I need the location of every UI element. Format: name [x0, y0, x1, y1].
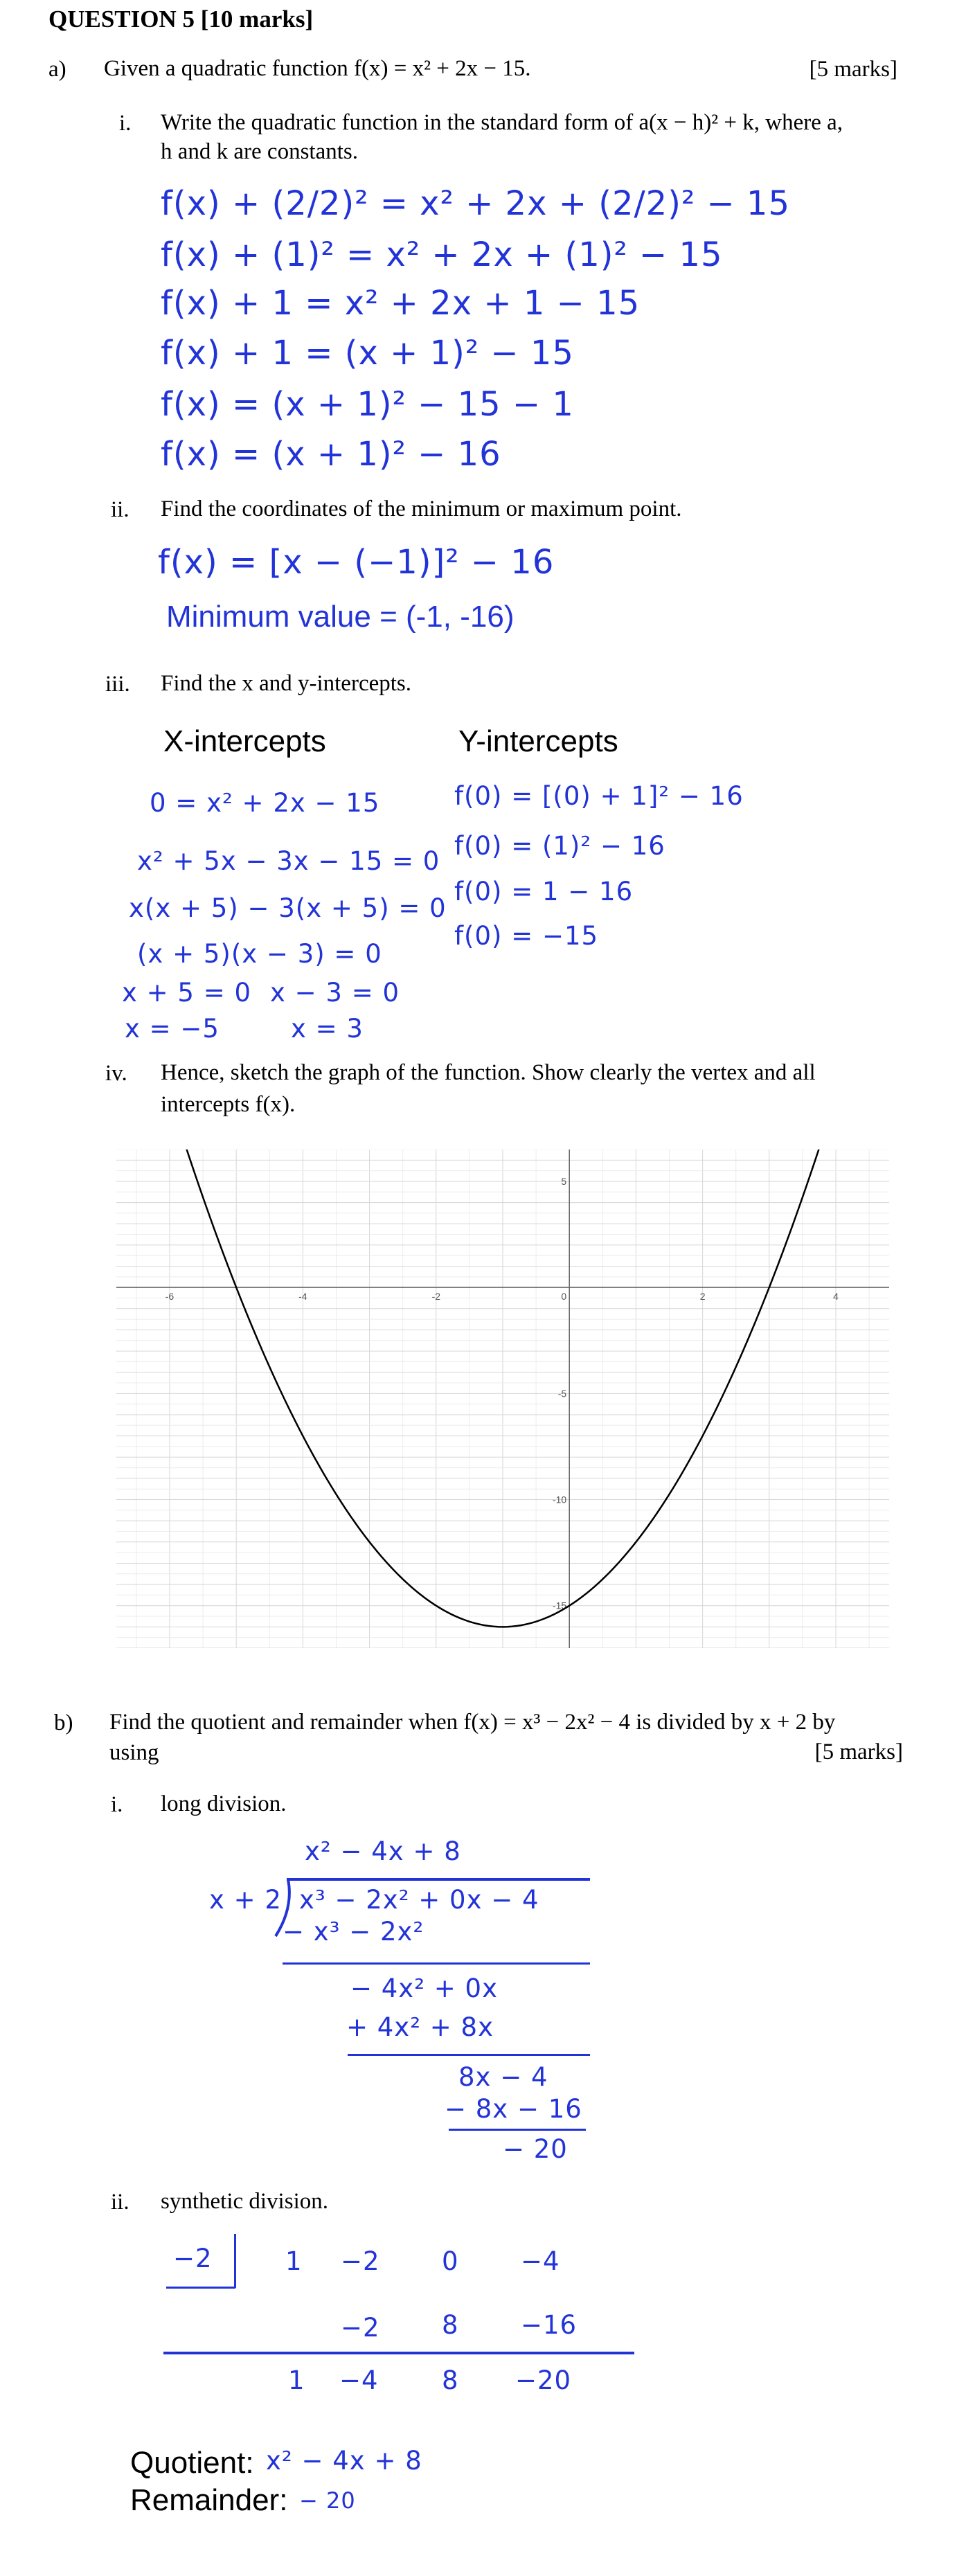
y-tick-label: -5	[557, 1388, 567, 1399]
long-division-remainder: − 20	[503, 2134, 568, 2164]
long-division-rule-2	[348, 2054, 590, 2056]
x-root-right-1: x − 3 = 0	[270, 978, 400, 1008]
y-intercepts-heading: Y-intercepts	[458, 724, 618, 758]
long-division-step-1: − x³ − 2x²	[283, 1917, 424, 1947]
parabola-graph	[116, 1150, 889, 1648]
question-title: QUESTION 5 [10 marks]	[48, 6, 314, 33]
part-a-ii-question: Find the coordinates of the minimum or maximum point.	[161, 497, 682, 521]
x-intercept-working-3: (x + 5)(x − 3) = 0	[137, 939, 382, 969]
long-division-bar	[287, 1878, 590, 1881]
synthetic-coef-4: −4	[521, 2246, 560, 2276]
synthetic-result-rule	[163, 2352, 634, 2354]
synthetic-mid-1: −2	[341, 2313, 380, 2343]
synthetic-coef-1: 1	[285, 2246, 303, 2276]
part-a-iii-label: iii.	[105, 672, 130, 697]
y-tick-label: -10	[552, 1494, 567, 1505]
long-division-step-5: − 8x − 16	[445, 2094, 582, 2124]
y-intercept-working-4: f(0) = −15	[454, 921, 599, 951]
long-division-divisor: x + 2	[209, 1885, 282, 1915]
part-b-i-label: i.	[111, 1792, 123, 1817]
working-a-ii: f(x) = [x − (−1)]² − 16	[158, 543, 555, 582]
x-tick-label: -2	[431, 1291, 441, 1303]
synthetic-mid-3: −16	[521, 2310, 578, 2340]
part-a-label: a)	[48, 57, 66, 82]
part-b-ii-question: synthetic division.	[161, 2189, 328, 2214]
part-a-question: Given a quadratic function f(x) = x² + 2x − 15.	[104, 56, 531, 81]
part-a-iii-question: Find the x and y-intercepts.	[161, 671, 412, 696]
y-tick-label: -15	[552, 1600, 567, 1611]
x-intercept-working-1: x² + 5x − 3x − 15 = 0	[137, 846, 440, 876]
working-a-i-line5: f(x) = (x + 1)² − 15 − 1	[161, 385, 574, 424]
long-division-rule-3	[449, 2129, 586, 2131]
quotient-value: x² − 4x + 8	[266, 2446, 422, 2476]
part-a-iv-question-line1: Hence, sketch the graph of the function. Show clearly the vertex and all	[161, 1060, 816, 1085]
minimum-point-answer: Minimum value = (-1, -16)	[166, 600, 515, 634]
long-division-quotient: x² − 4x + 8	[305, 1836, 461, 1866]
synthetic-divisor-bracket	[234, 2234, 236, 2288]
long-division-dividend: x³ − 2x² + 0x − 4	[299, 1885, 539, 1915]
part-b-label: b)	[54, 1710, 73, 1735]
x-intercept-equation: 0 = x² + 2x − 15	[150, 788, 380, 818]
y-intercept-working-3: f(0) = 1 − 16	[454, 877, 634, 906]
remainder-value: − 20	[299, 2487, 356, 2514]
long-division-rule-1	[283, 1962, 590, 1965]
part-a-iv-label: iv.	[105, 1061, 127, 1086]
part-a-iv-question-line2: intercepts f(x).	[161, 1092, 296, 1117]
remainder-label: Remainder:	[130, 2483, 288, 2517]
long-division-step-4: 8x − 4	[458, 2062, 548, 2092]
x-tick-label: 0	[561, 1291, 567, 1303]
part-a-i-question-line1: Write the quadratic function in the standard form of a(x − h)² + k, where a,	[161, 110, 843, 135]
x-tick-label: 2	[699, 1291, 706, 1303]
working-a-i-line1: f(x) + (2/2)² = x² + 2x + (2/2)² − 15	[161, 184, 790, 223]
synthetic-divisor-underline	[166, 2287, 235, 2289]
part-b-marks: [5 marks]	[814, 1739, 903, 1764]
x-root-right-2: x = 3	[291, 1014, 364, 1044]
quotient-label: Quotient:	[130, 2446, 254, 2480]
parabola-graph-svg	[116, 1150, 889, 1648]
y-intercept-working-2: f(0) = (1)² − 16	[454, 831, 665, 861]
synthetic-result-3: 8	[442, 2365, 459, 2395]
y-tick-label: 5	[561, 1175, 567, 1187]
part-b-question-line1: Find the quotient and remainder when f(x) = x³ − 2x² − 4 is divided by x + 2 by	[109, 1710, 836, 1735]
x-tick-label: -4	[298, 1291, 307, 1303]
y-intercept-working-1: f(0) = [(0) + 1]² − 16	[454, 781, 744, 811]
part-b-i-question: long division.	[161, 1791, 287, 1816]
part-b-question-line2: using	[109, 1740, 159, 1765]
synthetic-divisor: −2	[173, 2244, 213, 2273]
part-a-ii-label: ii.	[111, 497, 129, 522]
x-intercept-working-2: x(x + 5) − 3(x + 5) = 0	[129, 893, 447, 923]
part-a-marks: [5 marks]	[809, 57, 897, 82]
synthetic-result-4: −20	[515, 2365, 572, 2395]
part-a-i-question-line2: h and k are constants.	[161, 139, 358, 164]
x-root-left-2: x = −5	[125, 1014, 220, 1044]
synthetic-result-1: 1	[288, 2365, 305, 2395]
x-root-left-1: x + 5 = 0	[122, 978, 252, 1008]
synthetic-coef-3: 0	[442, 2246, 459, 2276]
synthetic-mid-2: 8	[442, 2310, 459, 2340]
x-intercepts-heading: X-intercepts	[163, 724, 326, 758]
synthetic-result-2: −4	[339, 2365, 379, 2395]
working-a-i-line4: f(x) + 1 = (x + 1)² − 15	[161, 334, 574, 373]
long-division-step-2: − 4x² + 0x	[350, 1974, 498, 2003]
synthetic-coef-2: −2	[341, 2246, 380, 2276]
working-a-i-line2: f(x) + (1)² = x² + 2x + (1)² − 15	[161, 235, 723, 274]
x-tick-label: -6	[165, 1291, 175, 1303]
part-a-i-label: i.	[119, 111, 132, 136]
working-a-i-line3: f(x) + 1 = x² + 2x + 1 − 15	[161, 284, 641, 323]
working-a-i-line6: f(x) = (x + 1)² − 16	[161, 435, 501, 474]
long-division-step-3: + 4x² + 8x	[346, 2012, 494, 2042]
x-tick-label: 4	[833, 1291, 839, 1303]
part-b-ii-label: ii.	[111, 2190, 129, 2215]
